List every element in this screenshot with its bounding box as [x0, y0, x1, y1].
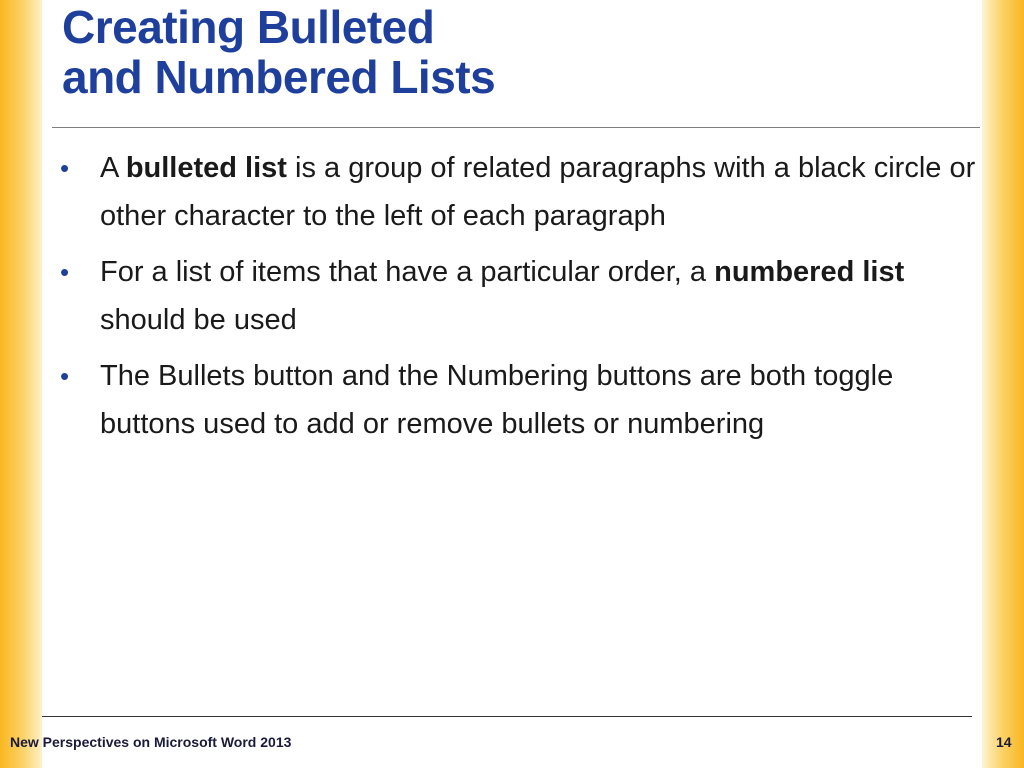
title-divider — [52, 127, 980, 128]
slide-title-line-1: Creating Bulleted — [62, 1, 435, 53]
footer-divider — [42, 716, 972, 717]
bullet-term: numbered list — [714, 256, 905, 288]
bullet-term: bulleted list — [125, 152, 287, 184]
left-accent-stripe — [0, 0, 48, 768]
bullet-text: The Bullets button and the Numbering buttons are both toggle buttons used to add or remove bullets or numbering — [100, 360, 894, 440]
bullet-marker: • — [60, 257, 70, 287]
bullet-item — [60, 248, 980, 344]
bullet-item — [60, 352, 980, 448]
bullet-marker: • — [60, 361, 70, 391]
bullet-text: is a group of related paragraphs with a black circle or other character to the left of each paragraph — [100, 152, 976, 232]
footer-course-title: New Perspectives on Microsoft Word 2013 — [10, 734, 292, 750]
bullet-list — [60, 144, 980, 456]
page-number: 14 — [996, 734, 1012, 750]
bullet-text: A — [100, 152, 126, 184]
bullet-item — [60, 144, 980, 240]
bullet-text: should be used — [100, 304, 297, 336]
slide-title-line-2: and Numbered Lists — [62, 51, 496, 103]
right-accent-stripe — [978, 0, 1024, 768]
slide-title — [62, 2, 495, 102]
bullet-text: For a list of items that have a particular order, a — [100, 256, 715, 288]
bullet-marker: • — [60, 153, 70, 183]
